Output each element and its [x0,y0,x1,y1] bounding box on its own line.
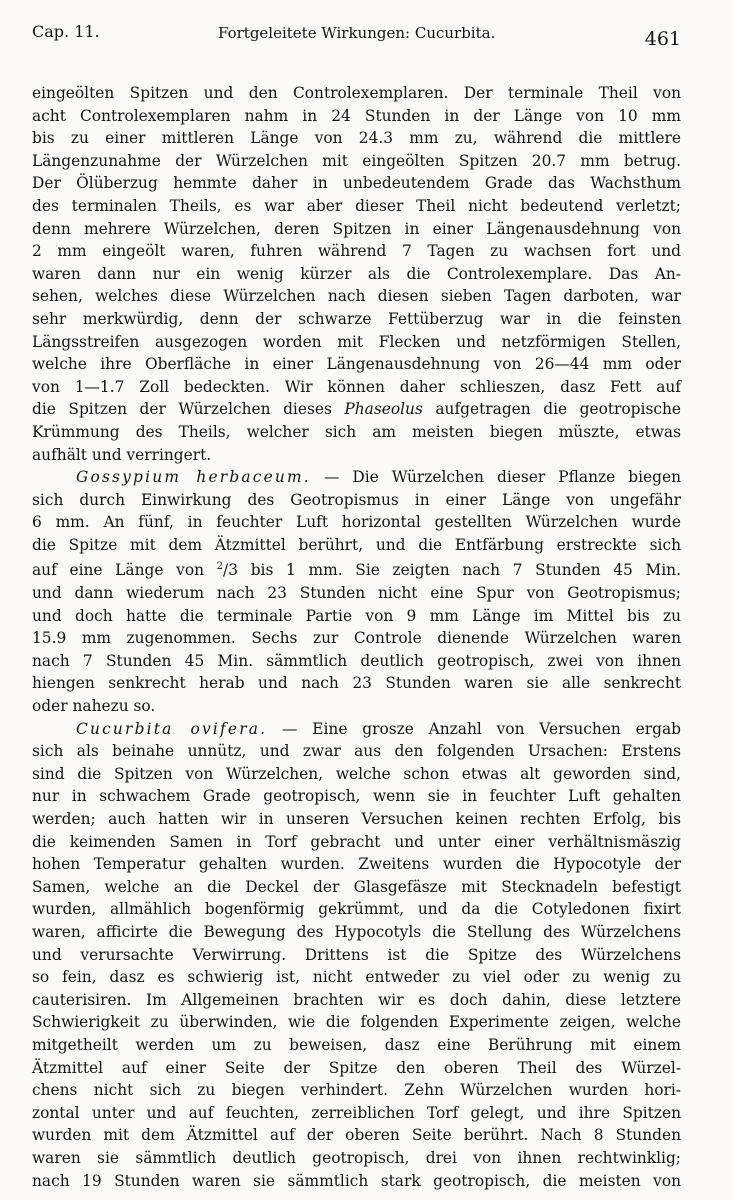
text-line [32,556,681,582]
text-line: so fein, dasz es schwierig ist, nicht entweder zu viel oder zu wenig zu [32,968,681,987]
text-line: 6 mm. An fünf, in feuchter Luft horizontal gestellten Würzelchen wurde [32,513,681,532]
text-line: oder nahezu so. [32,697,156,716]
text-line: sehen, welches diese Würzelchen nach diesen sieben Tagen darboten, war [32,287,681,306]
text-line: Samen, welche an die Deckel der Glasgefäsze mit Stecknadeln befestigt [32,877,681,896]
text-line [32,466,681,489]
text-line: sind die Spitzen von Würzelchen, welche schon etwas alt geworden sind, [32,764,681,783]
text-line: Schwierigkeit zu überwinden, wie die folgenden Experimente zeigen, welche [32,1013,681,1032]
text-segment: auf eine Länge von [32,561,217,580]
text-segment: — Die Würzelchen dieser Pflanze biegen [310,468,681,487]
text-line: hiengen senkrecht herab und nach 23 Stunden waren sie alle senkrecht [32,674,681,693]
text-line [32,718,681,741]
text-line: eingeölten Spitzen und den Controlexemplaren. Der terminale Theil von [32,84,681,102]
running-header [32,22,681,66]
fraction-numerator: 2 [216,561,224,573]
text-segment: aufgetragen die geotropische [422,400,681,419]
text-line: Ätzmittel auf einer Seite der Spitze den oberen Theil des Würzel- [32,1058,681,1077]
text-line: sich als beinahe unnütz, und zwar aus den folgenden Ursachen: Erstens [32,742,681,761]
text-line: Der Ölüberzug hemmte daher in unbedeutendem Grade das Wachsthum [32,174,681,193]
page-number: 461 [644,28,681,50]
text-line: cauterisiren. Im Allgemeinen brachten wir es doch dahin, diese letztere [32,990,681,1009]
text-line: chens nicht sich zu biegen verhindert. Zehn Würzelchen wurden hori- [32,1081,681,1100]
text-line: und doch hatte die terminale Partie von 9 mm Länge im Mittel bis zu [32,606,681,625]
text-line: von 1—1.7 Zoll bedeckten. Wir können daher schlieszen, dasz Fett auf [32,377,681,396]
italic-genus-name: Phaseolus [344,400,423,419]
text-line: und verursachte Verwirrung. Drittens ist die Spitze des Würzelchens [32,945,681,964]
text-line: 15.9 mm zugenommen. Sechs zur Controle dienende Würzelchen waren [32,629,681,648]
paragraph-phaseolus [32,82,681,466]
text-line: des terminalen Theils, es war aber dieser Theil nicht bedeutend verletzt; [32,196,681,215]
text-line: acht Controlexemplaren nahm in 24 Stunden in der Länge von 10 mm [32,106,681,125]
text-line: werden; auch hatten wir in unseren Versuchen keinen rechten Erfolg, bis [32,810,681,828]
species-heading: Gossypium herbaceum. [76,468,311,487]
text-line: nur in schwachem Grade geotropisch, wenn sie in feuchter Luft gehalten [32,787,681,806]
text-segment: — Eine grosze Anzahl von Versuchen ergab [267,719,681,738]
paragraph-cucurbita [32,718,681,1192]
text-line: welche ihre Oberfläche in einer Längenausdehnung von 26—44 mm oder [32,355,681,374]
text-line: zontal unter und auf feuchten, zerreiblichen Torf gelegt, und ihre Spitzen [32,1103,681,1122]
text-line: sich durch Einwirkung des Geotropismus in einer Länge von ungefähr [32,490,681,509]
text-segment: die Spitzen der Würzelchen dieses [32,400,345,419]
species-heading: Cucurbita ovifera. [76,719,268,738]
text-line: denn mehrere Würzelchen, deren Spitzen in einer Längenausdehnung von [32,219,681,238]
fraction-denominator: /3 [223,561,239,580]
text-line: Längsstreifen ausgezogen worden mit Flecken und netzförmigen Stellen, [32,332,681,351]
text-line: bis zu einer mittleren Länge von 24.3 mm zu, während die mittlere [32,129,681,148]
text-line: nach 7 Stunden 45 Min. sämmtlich deutlich geotropisch, zwei von ihnen [32,651,681,670]
text-line: wurden mit dem Ätzmittel auf der oberen Seite berührt. Nach 8 Stunden [32,1126,681,1145]
text-line: 2 mm eingeölt waren, fuhren während 7 Tagen zu wachsen fort und [32,242,681,261]
text-segment: bis 1 mm. Sie zeigten nach 7 Stunden 45 Min. [238,561,681,580]
text-line: waren sie sämmtlich deutlich geotropisch, drei von ihnen rechtwinklig; [32,1148,681,1167]
text-line: wurden, allmählich bogenförmig gekrümmt, und da die Cotyledonen fixirt [32,900,681,919]
text-line: die Spitze mit dem Ätzmittel berührt, und die Entfärbung erstreckte sich [32,535,681,554]
text-line: nach 19 Stunden waren sie sämmtlich stark geotropisch, die meisten von [32,1171,681,1190]
text-line: aufhält und verringert. [32,445,212,464]
body-text [32,82,681,1192]
text-line: sehr merkwürdig, denn der schwarze Fettüberzug war in die feinsten [32,309,681,328]
text-line: waren, afficirte die Bewegung des Hypocotyls die Stellung des Würzelchens [32,922,681,941]
text-line: Krümmung des Theils, welcher sich am meisten biegen müszte, etwas [32,422,681,441]
text-line: und dann wiederum nach 23 Stunden nicht eine Spur von Geotropismus; [32,584,681,603]
chapter-label: Cap. 11. [32,22,100,41]
paragraph-gossypium [32,466,681,718]
text-line: Längenzunahme der Würzelchen mit eingeölten Spitzen 20.7 mm betrug. [32,151,681,170]
text-line: die keimenden Samen in Torf gebracht und unter einer verhältnismäszig [32,832,681,851]
text-line: mitgetheilt werden um zu beweisen, dasz eine Berührung mit einem [32,1035,681,1054]
text-line [32,398,681,421]
text-line: hohen Temperatur gehalten wurden. Zweitens wurden die Hypocotyle der [32,855,681,874]
running-title: Fortgeleitete Wirkungen: Cucurbita. [218,24,496,42]
text-line: waren dann nur ein wenig kürzer als die Controlexemplare. Das An- [32,264,681,283]
